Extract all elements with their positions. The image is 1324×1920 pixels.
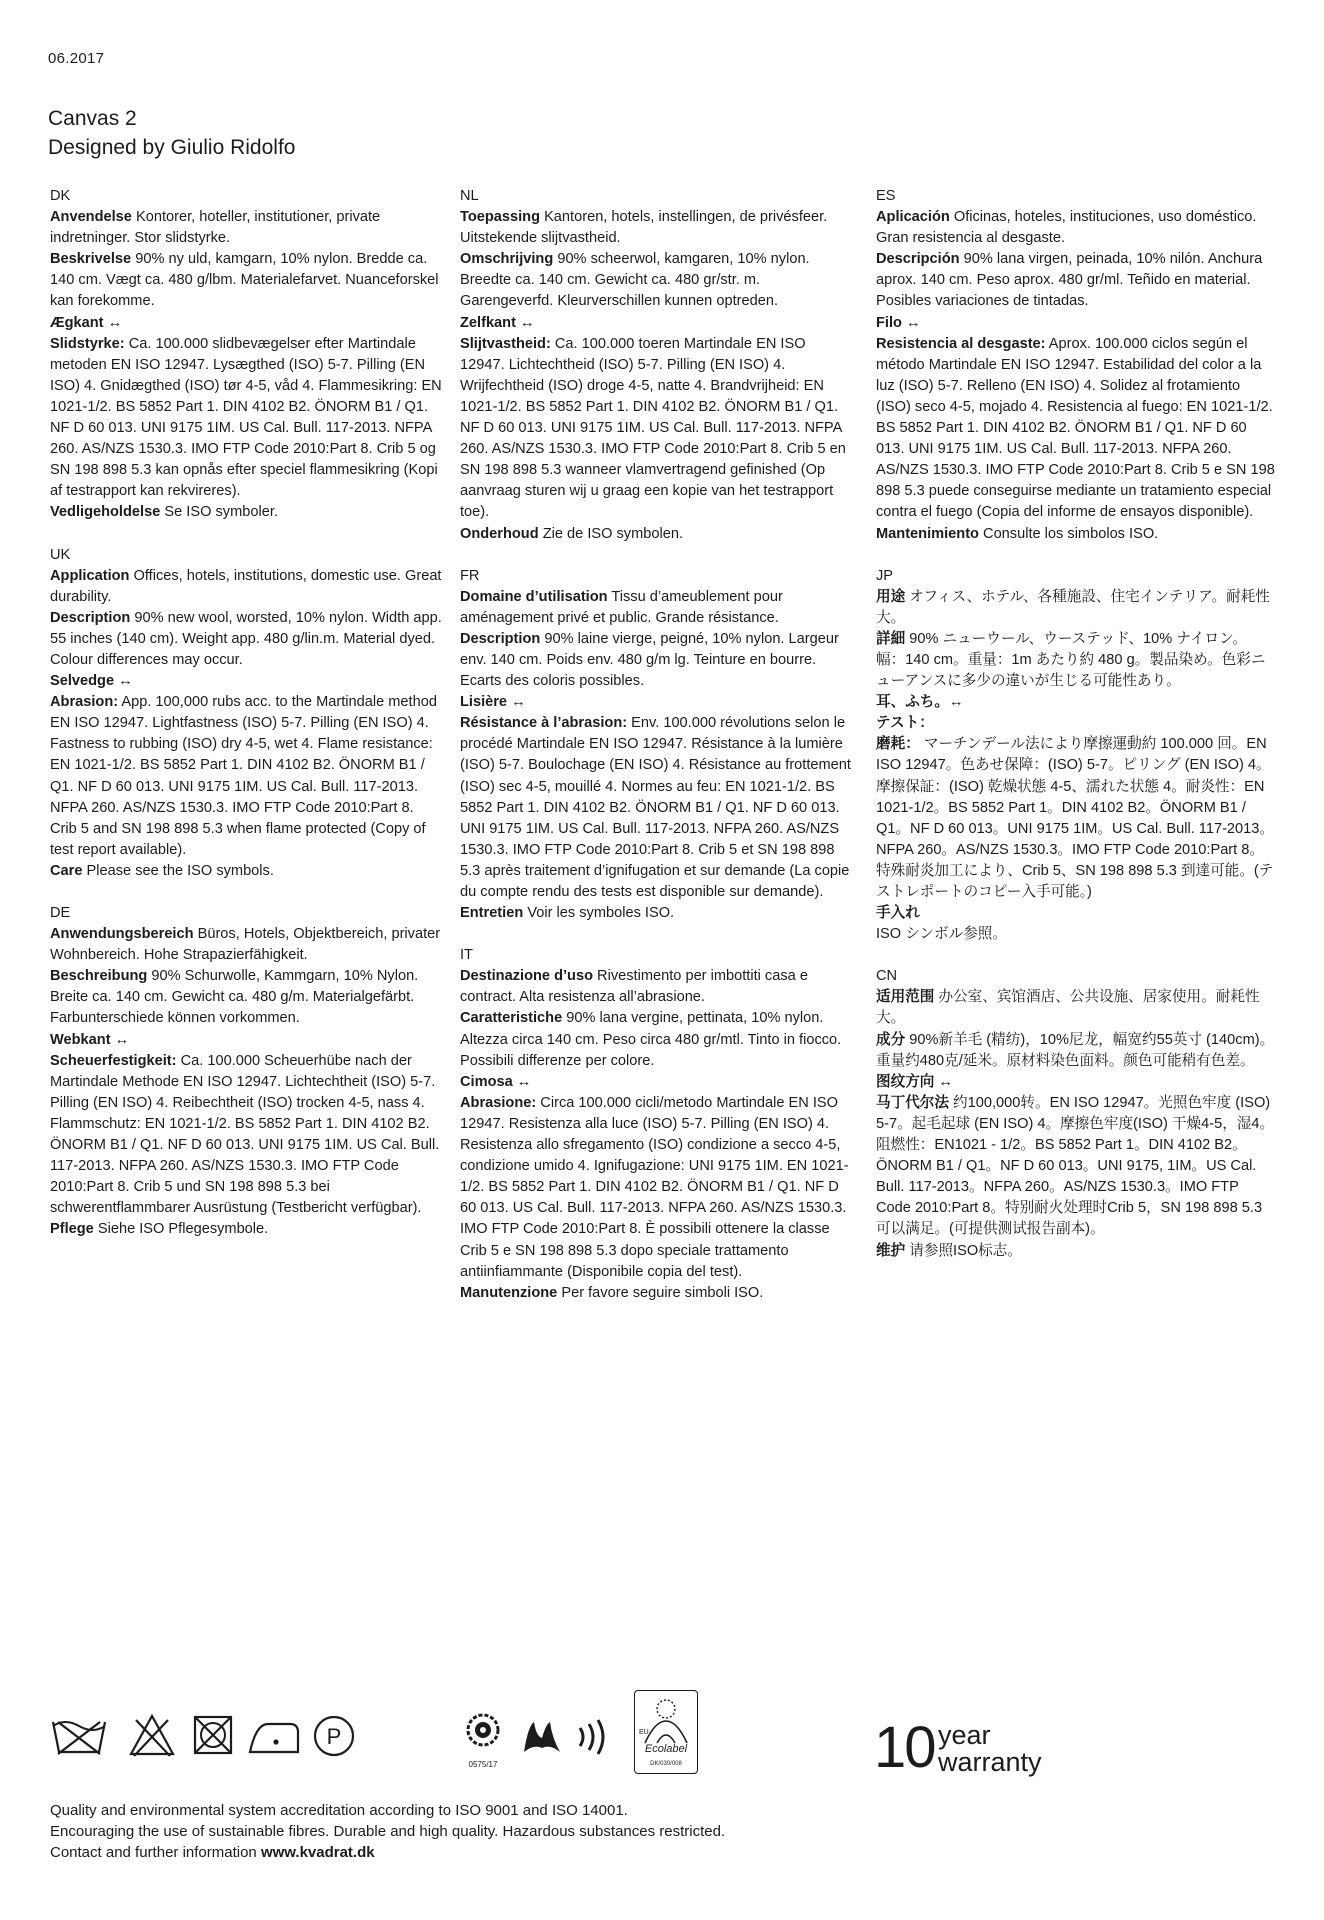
spec-label: Mantenimiento (876, 525, 979, 542)
product-name: Canvas 2 (48, 107, 137, 130)
spec-text: Oficinas, hoteles, instituciones, uso doméstico. Gran resistencia al desgaste. (876, 209, 1257, 247)
spec-paragraph (876, 692, 1276, 713)
spec-paragraph (50, 671, 442, 692)
section-es (876, 186, 1276, 545)
spec-paragraph (460, 692, 852, 713)
language-code: DE (50, 905, 71, 921)
ecolabel-eu: EU (639, 1729, 649, 1736)
spec-paragraph (876, 1072, 1276, 1093)
spec-paragraph (460, 903, 852, 924)
spec-paragraph (460, 1072, 852, 1093)
do-not-tumble-dry-icon (192, 1714, 234, 1756)
spec-paragraph (876, 334, 1276, 524)
spec-paragraph (50, 313, 442, 334)
spec-label: Aplicación (876, 209, 950, 226)
spec-label: Beskrivelse (50, 251, 132, 268)
spec-label: Vedligeholdelse (50, 504, 161, 521)
spec-text: Ca. 100.000 Scheuerhübe nach der Martindale Methode EN ISO 12947. Lichtechtheit (ISO) 5-7. Pilling (EN ISO) 4. Reibechtheit (ISO) trocken 4-5, nass 4. Flammschutz: EN 1021-1/2. BS 5852 Part 1. DIN 4102 B2. ÖNORM B1 / Q1. NF D 60 013. UNI 9175 1IM. US Cal. Bull. 117-2013. NFPA 260. AS/NZS 1530.3. IMO FTP Code 2010:Part 8. Crib 5 und SN 198 898 5.3 bei schwerentflammbarer Ausrüstung (Testbericht verfügbar). (50, 1052, 440, 1217)
spec-paragraph (50, 1219, 442, 1240)
spec-label: 马丁代尔法 (876, 1094, 949, 1111)
spec-label: Resistencia al desgaste: (876, 335, 1046, 352)
spec-label: Zelfkant ↔ (460, 314, 535, 331)
spec-paragraph (876, 207, 1276, 249)
spec-label: Onderhoud (460, 525, 539, 542)
spec-paragraph (876, 734, 1276, 903)
section-cn (876, 966, 1276, 1261)
spec-text: Tissu d’ameublement pour aménagement privé et public. Grande résistance. (460, 588, 783, 626)
spec-paragraph (460, 1093, 852, 1283)
spec-label: Anwendungsbereich (50, 926, 194, 943)
spec-paragraph (460, 713, 852, 903)
spec-text: Please see the ISO symbols. (86, 862, 274, 879)
spec-label: Ægkant ↔ (50, 314, 123, 331)
ecolabel-licence: DK/030/008 (650, 1761, 682, 1767)
document-date: 06.2017 (48, 50, 105, 67)
spec-paragraph (876, 987, 1276, 1029)
language-code: ES (876, 188, 896, 204)
footer-line-3 (50, 1842, 725, 1863)
spec-paragraph (50, 566, 442, 608)
spec-label: 维护 (876, 1242, 906, 1259)
do-not-bleach-icon (128, 1712, 176, 1758)
spec-text: Kantoren, hotels, instellingen, de privésfeer. Uitstekende slijtvastheid. (460, 209, 828, 247)
spec-text: 办公室、宾馆酒店、公共设施、居家使用。耐耗性大。 (876, 989, 1260, 1027)
spec-text: 90% lana virgen, peinada, 10% nilón. Anchura aprox. 140 cm. Peso aprox. 480 gr/ml. Teñido en material. Posibles variaciones de tintadas. (876, 251, 1263, 310)
language-code: NL (460, 188, 479, 204)
spec-text: Rivestimento per imbottiti casa e contract. Alta resistenza all’abrasione. (460, 968, 808, 1006)
spec-label: Beschreibung (50, 968, 148, 985)
spec-text: ISO シンボル参照。 (876, 926, 1007, 943)
oeko-tex-code: 0575/17 (468, 1760, 498, 1769)
do-not-wash-icon (50, 1716, 108, 1756)
spec-text: Consulte los simbolos ISO. (983, 525, 1159, 542)
warranty-line1: year (938, 1720, 991, 1750)
spec-text: 90% new wool, worsted, 10% nylon. Width app. 55 inches (140 cm). Weight app. 480 g/lin.m. Material dyed. Colour differences may occur. (50, 609, 442, 668)
spec-label: Slijtvastheid: (460, 335, 551, 352)
spec-paragraph (876, 1093, 1276, 1241)
spec-label: Application (50, 567, 130, 584)
language-code: CN (876, 968, 898, 985)
column-2 (460, 186, 852, 1325)
spec-paragraph (876, 903, 1276, 924)
spec-paragraph (50, 502, 442, 523)
spec-paragraph (460, 966, 852, 1008)
spec-label: Omschrijving (460, 251, 554, 268)
section-de (50, 903, 442, 1241)
spec-paragraph (460, 249, 852, 312)
spec-text: Voir les symboles ISO. (527, 905, 675, 922)
spec-paragraph (460, 587, 852, 629)
spec-label: 手入れ (876, 905, 920, 922)
spec-paragraph (50, 249, 442, 312)
spec-label: Slidstyrke: (50, 335, 125, 352)
spec-label: Selvedge ↔ (50, 673, 133, 690)
spec-label: 磨耗： (876, 736, 920, 753)
spec-text: Ca. 100.000 slidbevægelser efter Martindale metoden EN ISO 12947. Lysægthed (ISO) 5-7. Pilling (EN ISO) 4. Gnidægthed (ISO) tør 4-5, våd 4. Flammesikring: EN 1021-1/2. BS 5852 Part 1. DIN 4102 B2. ÖNORM B1 / Q1. NF D 60 013. UNI 9175 1IM. US Cal. Bull. 117-2013. NFPA 260. AS/NZS 1530.3. IMO FTP Code 2010:Part 8. Crib 5 og SN 198 898 5.3 kan opnås efter speciel flammesikring (Kopi af testrapport kan rekvireres). (50, 335, 442, 500)
product-title-block (48, 104, 295, 162)
spec-text: Aprox. 100.000 ciclos según el método Martindale EN ISO 12947. Estabilidad del color a la luz (ISO) 5-7. Relleno (EN ISO) 4. Solidez al frotamiento (ISO) seco 4-5, mojado 4. Resistencia al fuego: EN 1021-1/2. BS 5852 Part 1. DIN 4102 B2. ÖNORM B1 / Q1. NF D 60 013. UNI 9175 1IM. US Cal. Bull. 117-2013. NFPA 260. AS/NZS 1530.3. IMO FTP Code 2010:Part 8. Crib 5 e SN 198 898 5.3 puede conseguirse mediante un tratamiento especial contra el fuego (Copia del informe de ensayos disponible). (876, 335, 1275, 521)
spec-text: Büros, Hotels, Objektbereich, privater Wohnbereich. Hohe Strapazierfähigkeit. (50, 926, 441, 964)
spec-paragraph (50, 608, 442, 671)
spec-label: 适用范围 (876, 989, 935, 1006)
spec-paragraph (876, 524, 1276, 545)
spec-label: Scheuerfestigkeit: (50, 1052, 177, 1069)
spec-label: Manutenzione (460, 1284, 558, 1301)
spec-label: Caratteristiche (460, 1010, 563, 1027)
section-uk (50, 545, 442, 883)
spec-paragraph (876, 1030, 1276, 1072)
woolmark-icon (520, 1716, 564, 1756)
spec-paragraph (50, 692, 442, 861)
spec-text: オフィス、ホテル、各種施設、住宅インテリア。耐耗性大。 (876, 588, 1270, 626)
spec-text: 90%新羊毛 (精纺)，10%尼龙，幅宽约55英寸 (140cm)。重量约480克/延米。原材料染色面料。颜色可能稍有色差。 (876, 1031, 1275, 1069)
designer-credit: Designed by Giulio Ridolfo (48, 136, 296, 159)
section-dk (50, 186, 442, 524)
oeko-tex-icon (460, 1712, 506, 1758)
spec-text: Kontorer, hoteller, institutioner, private indretninger. Stor slidstyrke. (50, 209, 381, 247)
spec-paragraph (50, 334, 442, 503)
spec-text: 90% ニューウール、ウーステッド、10% ナイロン。幅：140 cm。重量：1m あたり約 480 g。製品染め。色彩ニューアンスに多少の違いが生じる可能性あり。 (876, 630, 1266, 690)
footer-line-2: Encouraging the use of sustainable fibres. Durable and high quality. Hazardous substances restricted. (50, 1823, 726, 1840)
spec-paragraph (50, 924, 442, 966)
spec-paragraph (876, 249, 1276, 312)
spec-label: Care (50, 862, 83, 879)
spec-label: 耳、ふち。↔ (876, 694, 964, 711)
spec-text: Ca. 100.000 toeren Martindale EN ISO 12947. Lichtechtheid (ISO) 5-7. Pilling (EN ISO) 4. Wrijfechtheid (ISO) droge 4-5, natte 4. Brandvrijheid: EN 1021-1/2. BS 5852 Part 1. DIN 4102 B2. ÖNORM B1 / Q1. NF D 60 013. UNI 9175 1IM. US Cal. Bull. 117-2013. NFPA 260. AS/NZS 1530.3. IMO FTP Code 2010:Part 8. Crib 5 en SN 198 898 5.3 wanneer vlamvertragend gefinished (Op aanvraag sturen wij u graag een kopie van het testrapport toe). (460, 335, 846, 521)
spec-paragraph (460, 1008, 852, 1071)
spec-text: Env. 100.000 révolutions selon le procédé Martindale EN ISO 12947. Résistance à la lumière (ISO) 5-7. Boulochage (EN ISO) 4. Résistance au frottement (ISO) sec 4-5, mouillé 4. Normes au feu: EN 1021-1/2. BS 5852 Part 1. DIN 4102 B2. ÖNORM B1 / Q1. NF D 60 013. UNI 9175 1IM. US Cal. Bull. 117-2013. NFPA 260. AS/NZS 1530.3. IMO FTP Code 2010:Part 8. Crib 5 et SN 198 898 5.3 après traitement d’ignifugation et sur demande (La copie du compte rendu des tests est disponible sur demande). (460, 715, 851, 900)
spec-paragraph (876, 313, 1276, 334)
language-code: IT (460, 947, 473, 964)
spec-paragraph (460, 207, 852, 249)
spec-paragraph (876, 629, 1276, 692)
spec-text: Se ISO symboler. (164, 504, 278, 521)
spec-paragraph (460, 334, 852, 524)
section-jp (876, 566, 1276, 946)
spec-label: Toepassing (460, 209, 541, 226)
spec-paragraph (460, 629, 852, 692)
spec-paragraph (50, 861, 442, 882)
footer-line-1: Quality and environmental system accreditation according to ISO 9001 and ISO 14001. (50, 1802, 628, 1819)
spec-text: 90% Schurwolle, Kammgarn, 10% Nylon. Breite ca. 140 cm. Gewicht ca. 480 g/m. Materialgefärbt. Farbunterschiede können vorkommen. (50, 968, 419, 1027)
spec-label: Destinazione d’uso (460, 968, 593, 985)
ecolabel-text: Ecolabel (644, 1743, 688, 1755)
spec-label: 詳細 (876, 630, 906, 647)
spec-label: Abrasione: (460, 1094, 537, 1111)
column-1 (50, 186, 442, 1262)
spec-label: Filo ↔ (876, 314, 921, 331)
spec-text: Zie de ISO symbolen. (542, 525, 684, 542)
spec-text: 约100,000转。EN ISO 12947。光照色牢度 (ISO) 5-7。起毛起球 (EN ISO) 4。摩擦色牢度(ISO) 干燥4-5，湿4。阻燃性：EN1021 - 1/2。BS 5852 Part 1。DIN 4102 B2。ÖNORM B1 / Q1。NF D 60 013。UNI 9175, 1IM。US Cal. Bull. 117-2013。NFPA 260。AS/NZS 1530.3。IMO FTP Code 2010:Part 8。特别耐火处理时Crib 5，SN 198 898 5.3 可以满足。(可提供测试报告副本)。 (876, 1094, 1275, 1238)
language-code: DK (50, 188, 71, 204)
language-code: JP (876, 567, 894, 584)
spec-label: Résistance à l’abrasion: (460, 715, 628, 732)
eu-ecolabel-badge (634, 1690, 698, 1774)
spec-label: Pflege (50, 1221, 94, 1238)
spec-paragraph (50, 966, 442, 1029)
spec-label: Cimosa ↔ (460, 1073, 532, 1090)
section-fr (460, 566, 852, 925)
spec-paragraph (876, 1241, 1276, 1262)
spec-label: 用途 (876, 588, 906, 605)
section-nl (460, 186, 852, 545)
spec-text: App. 100,000 rubs acc. to the Martindale method EN ISO 12947. Lightfastness (ISO) 5-7. Pilling (EN ISO) 4. Fastness to rubbing (ISO) dry 4-5, wet 4. Flame resistance: EN 1021-1/2. BS 5852 Part 1. DIN 4102 B2. ÖNORM B1 / Q1. NF D 60 013. UNI 9175 1IM. US Cal. Bull. 117-2013. NFPA 260. AS/NZS 1530.3. IMO FTP Code 2010:Part 8. Crib 5 and SN 198 898 5.3 when flame protected (Copy of test report available). (50, 694, 437, 858)
spec-paragraph (460, 313, 852, 334)
spec-paragraph (460, 524, 852, 545)
spec-paragraph (50, 1030, 442, 1051)
footer-contact-text: Contact and further information (50, 1844, 257, 1861)
spec-paragraph (876, 713, 1276, 734)
dry-clean-p-icon (312, 1714, 356, 1758)
footer (50, 1800, 725, 1863)
care-symbols (50, 1690, 1290, 1780)
spec-text: 90% ny uld, kamgarn, 10% nylon. Bredde ca. 140 cm. Vægt ca. 480 g/lbm. Materialefarvet. Nuanceforskel kan forekomme. (50, 251, 439, 310)
spec-text: 请参照ISO标志。 (909, 1242, 1022, 1259)
spec-text: 90% laine vierge, peigné, 10% nylon. Largeur env. 140 cm. Poids env. 480 g/m lg. Teinture en bourre. Ecarts des coloris possibles. (460, 630, 839, 690)
spec-text: Offices, hotels, institutions, domestic use. Great durability. (50, 567, 442, 605)
spec-paragraph (50, 1051, 442, 1220)
ten-year-warranty-badge (874, 1715, 1134, 1780)
column-3 (876, 186, 1276, 1283)
spec-paragraph (876, 587, 1276, 629)
anti-static-waves-icon (574, 1718, 610, 1756)
spec-label: Domaine d’utilisation (460, 588, 608, 605)
spec-label: Entretien (460, 905, 524, 922)
spec-text: マーチンデール法により摩擦運動約 100.000 回。EN ISO 12947。色あせ保障：(ISO) 5-7。ピリング (EN ISO) 4。摩擦保証：(ISO) 乾燥状態 4-5、濡れた状態 4。耐炎性：EN 1021-1/2。BS 5852 Part 1。DIN 4102 B2。ÖNORM B1 / Q1。NF D 60 013。UNI 9175 1IM。US Cal. Bull. 117-2013。NFPA 260。AS/NZS 1530.3。IMO FTP Code 2010:Part 8。特殊耐炎加工により、Crib 5、SN 198 898 5.3 到達可能。(テストレポートのコピー入手可能。) (876, 736, 1274, 900)
spec-label: Abrasion: (50, 694, 119, 711)
spec-label: Anvendelse (50, 209, 132, 226)
warranty-line2: warranty (938, 1747, 1042, 1777)
spec-label: Webkant ↔ (50, 1031, 130, 1048)
spec-text: Siehe ISO Pflegesymbole. (97, 1221, 269, 1238)
spec-label: 图纹方向 ↔ (876, 1073, 954, 1090)
spec-label: テスト： (876, 715, 934, 732)
language-code: FR (460, 567, 480, 584)
spec-text: Per favore seguire simboli ISO. (561, 1284, 764, 1301)
spec-label: Description (460, 630, 541, 647)
kvadrat-website-link[interactable]: www.kvadrat.dk (260, 1844, 375, 1861)
spec-label: 成分 (876, 1031, 906, 1048)
spec-text: Circa 100.000 cicli/metodo Martindale EN ISO 12947. Resistenza alla luce (ISO) 5-7. Pilling (EN ISO) 4. Resistenza allo sfregamento (ISO) condizione a secco 4-5, condizione umido 4. Ignifugazione: UNI 9175 1IM. EN 1021-1/2. BS 5852 Part 1. DIN 4102 B2. ÖNORM B1 / Q1. NF D 60 013. US Cal. Bull. 117-2013. NFPA 260. AS/NZS 1530.3. IMO FTP Code 2010:Part 8. È possibili ottenere la classe Crib 5 e SN 198 898 5.3 dopo speciale trattamento antiinfiammante (Disponibile copia del test). (460, 1094, 849, 1280)
iron-low-icon (246, 1718, 302, 1756)
language-code: UK (50, 546, 71, 563)
spec-paragraph (50, 207, 442, 249)
section-it (460, 945, 852, 1304)
spec-label: Lisière ↔ (460, 694, 526, 711)
spec-label: Descripción (876, 251, 960, 268)
spec-text: 90% scheerwol, kamgaren, 10% nylon. Breedte ca. 140 cm. Gewicht ca. 480 gr/str. m. Garengeverfd. Kleurverschillen kunnen optreden. (460, 251, 810, 310)
spec-label: Description (50, 609, 131, 626)
svg-text:P: P (326, 1724, 342, 1749)
spec-paragraph (876, 924, 1276, 945)
spec-paragraph (460, 1283, 852, 1304)
warranty-number: 10 (874, 1715, 935, 1780)
ecolabel-flower-icon (635, 1691, 697, 1751)
spec-text: 90% lana vergine, pettinata, 10% nylon. Altezza circa 140 cm. Peso circa 480 gr/mtl. Tinto in fiocco. Possibili differenze per colore. (460, 1010, 842, 1069)
